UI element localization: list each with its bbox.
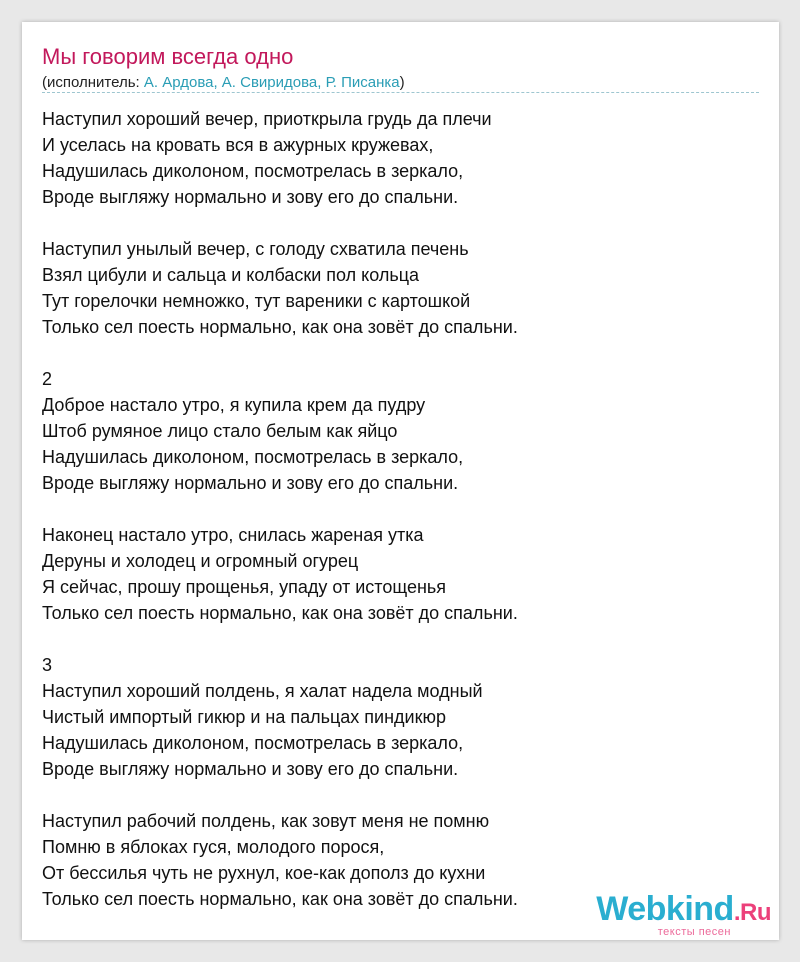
lyric-line: Только сел поесть нормально, как она зовёт до спальни. bbox=[42, 603, 518, 623]
stanza-spacer bbox=[42, 340, 518, 366]
title-divider bbox=[42, 92, 759, 93]
lyric-line: 3 bbox=[42, 655, 53, 675]
song-title: Мы говорим всегда одно bbox=[42, 44, 294, 69]
site-logo[interactable] bbox=[596, 892, 771, 938]
lyric-line: От бессилья чуть не рухнул, кое-как дополз до кухни bbox=[42, 863, 486, 883]
lyrics-card bbox=[22, 22, 779, 940]
stanza-spacer bbox=[42, 782, 518, 808]
lyric-line: Надушилась диколоном, посмотрелась в зеркало, bbox=[42, 161, 464, 181]
lyric-line: И уселась на кровать вся в ажурных кружевах, bbox=[42, 135, 434, 155]
performer-line bbox=[42, 74, 405, 91]
logo-brand-tld: .Ru bbox=[733, 899, 771, 926]
lyric-line: 2 bbox=[42, 369, 53, 389]
lyric-line: Деруны и холодец и огромный огурец bbox=[42, 551, 359, 571]
logo-tagline: тексты песен bbox=[657, 926, 731, 938]
performer-prefix: (исполнитель: bbox=[42, 74, 144, 91]
lyric-line: Вроде выгляжу нормально и зову его до спальни. bbox=[42, 759, 459, 779]
lyric-line: Вроде выгляжу нормально и зову его до спальни. bbox=[42, 473, 459, 493]
logo-brand-name: Webkind bbox=[596, 890, 734, 928]
lyric-line: Тут горелочки немножко, тут вареники с картошкой bbox=[42, 291, 471, 311]
lyric-line: Наступил рабочий полдень, как зовут меня не помню bbox=[42, 811, 490, 831]
stanza-spacer bbox=[42, 210, 518, 236]
lyric-line: Надушилась диколоном, посмотрелась в зеркало, bbox=[42, 447, 464, 467]
lyric-line: Штоб румяное лицо стало белым как яйцо bbox=[42, 421, 398, 441]
lyric-line: Наступил унылый вечер, с голоду схватила печень bbox=[42, 239, 469, 259]
lyric-line: Только сел поесть нормально, как она зовёт до спальни. bbox=[42, 889, 518, 909]
lyric-line: Наступил хороший вечер, приоткрыла грудь да плечи bbox=[42, 109, 492, 129]
lyric-line: Помню в яблоках гуся, молодого порося, bbox=[42, 837, 385, 857]
lyric-line: Надушилась диколоном, посмотрелась в зеркало, bbox=[42, 733, 464, 753]
logo-brand bbox=[596, 892, 771, 930]
lyric-line: Чистый импортый гикюр и на пальцах пиндикюр bbox=[42, 707, 446, 727]
lyric-line: Доброе настало утро, я купила крем да пудру bbox=[42, 395, 426, 415]
performer-artists-link[interactable]: А. Ардова, А. Свиридова, Р. Писанка bbox=[143, 74, 400, 91]
lyric-line: Вроде выгляжу нормально и зову его до спальни. bbox=[42, 187, 459, 207]
lyric-line: Только сел поесть нормально, как она зовёт до спальни. bbox=[42, 317, 518, 337]
stanza-spacer bbox=[42, 496, 518, 522]
performer-suffix: ) bbox=[399, 74, 405, 91]
stanza-spacer bbox=[42, 626, 518, 652]
lyric-line: Взял цибули и сальца и колбаски пол кольца bbox=[42, 265, 420, 285]
lyric-line: Я сейчас, прошу прощенья, упаду от истощенья bbox=[42, 577, 447, 597]
lyric-line: Наконец настало утро, снилась жареная утка bbox=[42, 525, 424, 545]
lyrics-text bbox=[42, 106, 518, 912]
lyric-line: Наступил хороший полдень, я халат надела модный bbox=[42, 681, 483, 701]
